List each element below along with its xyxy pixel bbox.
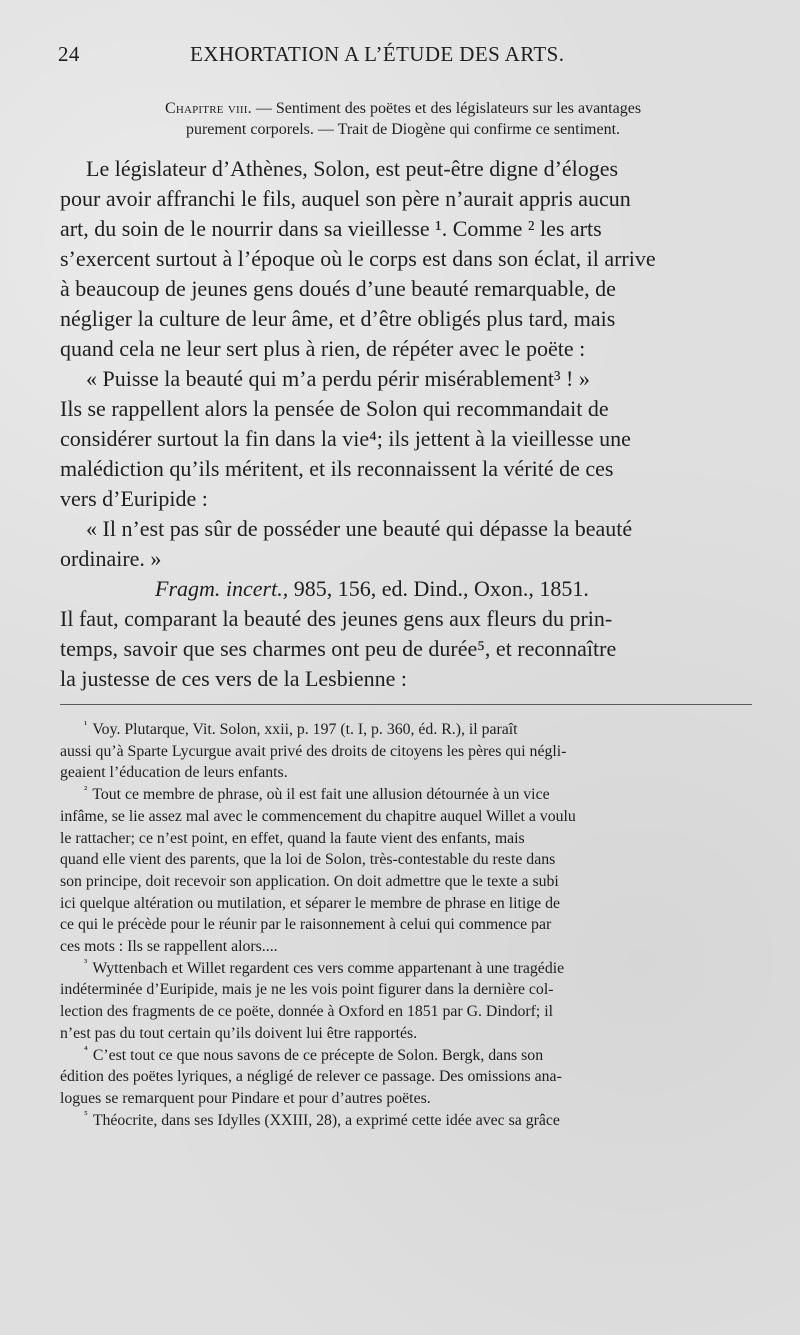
footnote-text: Théocrite, dans ses Idylles (XXIII, 28), a exprimé cette idée avec sa grâce bbox=[92, 1111, 560, 1129]
footnote-text: Wyttenbach et Willet regardent ces vers comme appartenant à une tragédie bbox=[92, 959, 565, 977]
chapter-summary-line-1 bbox=[58, 98, 748, 119]
footnote-text: Voy. Plutarque, Vit. Solon, xxii, p. 197 (t. I, p. 360, éd. R.), il paraît bbox=[92, 721, 518, 738]
main-line-10: malédiction qu’ils méritent, et ils reconnaissent la vérité de ces bbox=[60, 456, 614, 481]
citation-text: 985, 156, ed. Dind., Oxon., 1851. bbox=[288, 576, 589, 601]
main-line-11: vers d’Euripide : bbox=[60, 486, 208, 511]
footnote-5-line-1: ⁵ Théocrite, dans ses Idylles (XXIII, 28), a exprimé cette idée avec sa grâce bbox=[84, 1109, 560, 1129]
quote-line-1: « Puisse la beauté qui m’a perdu périr misérablement³ ! » bbox=[86, 366, 590, 391]
chapter-summary-text-1: — Sentiment des poëtes et des législateurs sur les avantages bbox=[255, 100, 642, 117]
footnote-2-line-3: le rattacher; ce n’est point, en effet, quand la faute vient des enfants, mais bbox=[60, 829, 525, 847]
citation-italic: Fragm. incert., bbox=[155, 576, 289, 601]
main-line-3: art, du soin de le nourrir dans sa vieillesse ¹. Comme ² les arts bbox=[60, 216, 602, 241]
main-line-2: pour avoir affranchi le fils, auquel son père n’aurait appris aucun bbox=[60, 186, 631, 211]
main-line-15: la justesse de ces vers de la Lesbienne : bbox=[60, 666, 407, 691]
main-line-12: ordinaire. » bbox=[60, 546, 162, 571]
page-number: 24 bbox=[58, 42, 80, 66]
quote-line-2: « Il n’est pas sûr de posséder une beauté qui dépasse la beauté bbox=[86, 516, 633, 541]
footnotes bbox=[60, 719, 752, 1131]
citation-line bbox=[60, 574, 752, 604]
footnote-3-line-2: indéterminée d’Euripide, mais je ne les vois point figurer dans la dernière col- bbox=[60, 981, 554, 999]
footnote-3-line-4: n’est pas du tout certain qu’ils doivent lui être rapportés. bbox=[60, 1024, 418, 1042]
footnote-1-line-2: aussi qu’à Sparte Lycurgue avait privé des droits de citoyens les pères qui négli- bbox=[60, 742, 567, 760]
footnote-text: Tout ce membre de phrase, où il est fait une allusion détournée à un vice bbox=[92, 786, 550, 804]
chapter-label: Chapitre viii. bbox=[164, 100, 252, 117]
running-title: EXHORTATION A L’ÉTUDE DES ARTS. bbox=[190, 42, 565, 66]
main-line-9: considérer surtout la fin dans la vie⁴; ils jettent à la vieillesse une bbox=[60, 426, 631, 451]
main-text bbox=[60, 154, 752, 694]
main-line-14: temps, savoir que ses charmes ont peu de durée⁵, et reconnaître bbox=[60, 636, 617, 661]
footnote-divider bbox=[60, 704, 752, 705]
main-line-4: s’exercent surtout à l’époque où le corps est dans son éclat, il arrive bbox=[60, 246, 656, 271]
chapter-summary bbox=[58, 98, 748, 140]
footnote-1-line-1: ¹ Voy. Plutarque, Vit. Solon, xxii, p. 197 (t. I, p. 360, éd. R.), il paraît bbox=[84, 718, 518, 738]
main-line-5: à beaucoup de jeunes gens doués d’une beauté remarquable, de bbox=[60, 276, 616, 301]
footnote-2-line-8: ces mots : Ils se rappellent alors.... bbox=[60, 938, 278, 956]
page-header bbox=[58, 42, 742, 72]
footnote-2-line-5: son principe, doit recevoir son application. On doit admettre que le texte a subi bbox=[60, 872, 559, 890]
footnote-3-line-3: lection des fragments de ce poëte, donnée à Oxford en 1851 par G. Dindorf; il bbox=[60, 1003, 554, 1021]
footnote-4-line-1: ⁴ C’est tout ce que nous savons de ce précepte de Solon. Bergk, dans son bbox=[84, 1044, 544, 1064]
footnote-text: C’est tout ce que nous savons de ce précepte de Solon. Bergk, dans son bbox=[92, 1046, 544, 1064]
footnote-3-line-1: ³ Wyttenbach et Willet regardent ces vers comme appartenant à une tragédie bbox=[84, 957, 565, 977]
main-line-8: Ils se rappellent alors la pensée de Solon qui recommandait de bbox=[60, 396, 609, 421]
footnote-2-line-7: ce qui le précède pour le réunir par le raisonnement à celui qui commence par bbox=[60, 916, 552, 934]
main-line-7: quand cela ne leur sert plus à rien, de répéter avec le poëte : bbox=[60, 336, 586, 361]
chapter-summary-text-2: purement corporels. — Trait de Diogène qui confirme ce sentiment. bbox=[185, 121, 621, 138]
footnote-2-line-6: ici quelque altération ou mutilation, et séparer le membre de phrase en litige de bbox=[60, 894, 561, 912]
main-line-13: Il faut, comparant la beauté des jeunes gens aux fleurs du prin- bbox=[60, 606, 613, 631]
footnote-4-line-3: logues se remarquent pour Pindare et pour d’autres poëtes. bbox=[60, 1089, 431, 1107]
footnote-2-line-4: quand elle vient des parents, que la loi de Solon, très-contestable du reste dans bbox=[60, 851, 556, 869]
main-line-1: Le législateur d’Athènes, Solon, est peut-être digne d’éloges bbox=[86, 156, 619, 181]
main-line-6: négliger la culture de leur âme, et d’être obligés plus tard, mais bbox=[60, 306, 616, 331]
footnote-2-line-1: ² Tout ce membre de phrase, où il est fait une allusion détournée à un vice bbox=[84, 783, 550, 804]
footnote-2-line-2: infâme, se lie assez mal avec le commencement du chapitre auquel Willet a voulu bbox=[60, 807, 576, 825]
footnote-1-line-3: geaient l’éducation de leurs enfants. bbox=[60, 764, 288, 782]
footnote-4-line-2: édition des poëtes lyriques, a négligé de relever ce passage. Des omissions ana- bbox=[60, 1068, 562, 1086]
